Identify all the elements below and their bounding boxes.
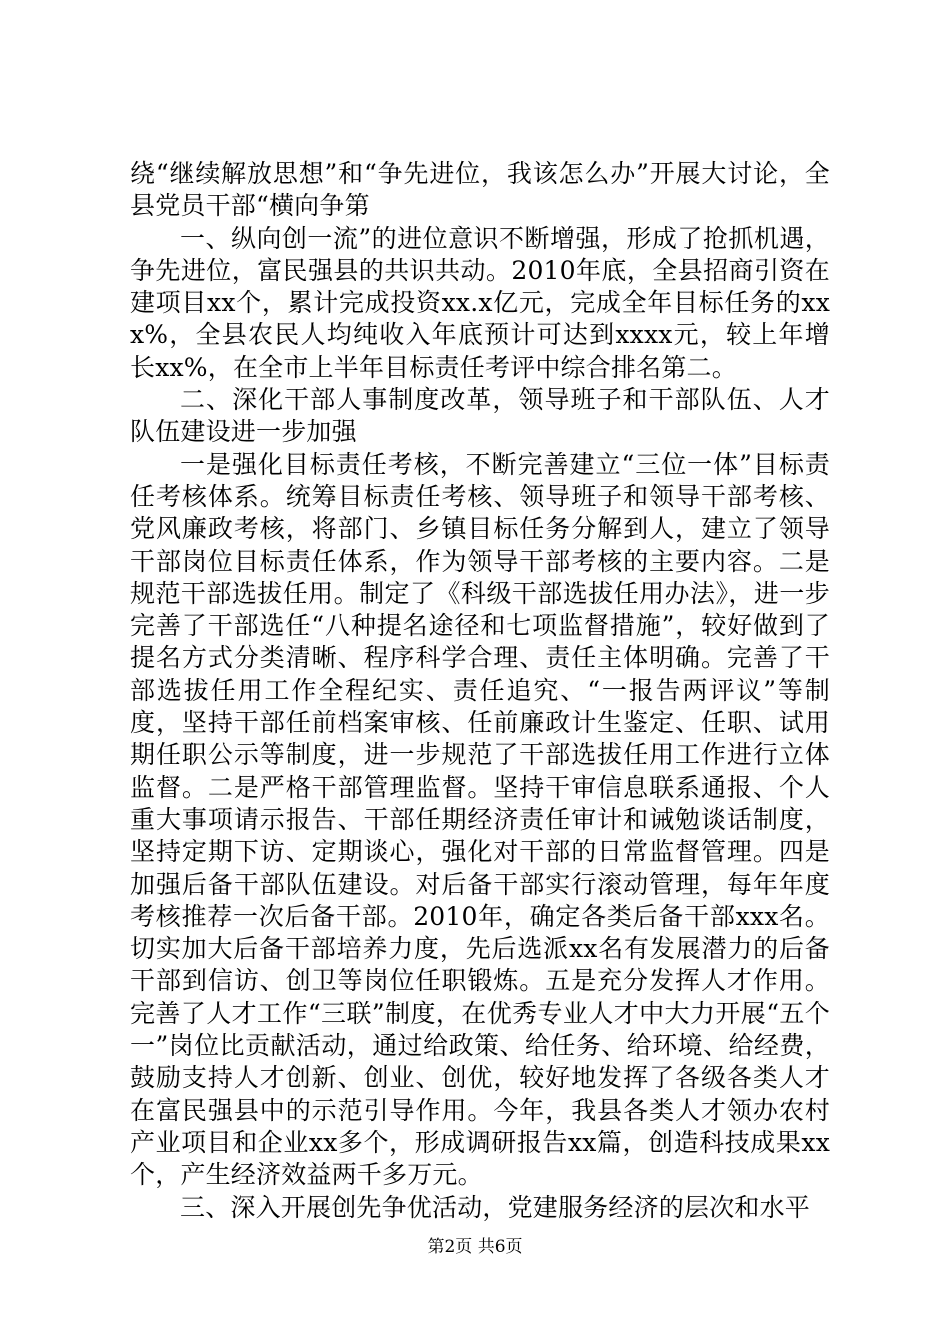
document-body [130,158,830,1224]
paragraph-section-2-body: 一是强化目标责任考核，不断完善建立“三位一体”目标责任考核体系。统筹目标责任考核、领导班子和领导干部考核、党风廉政考核，将部门、乡镇目标任务分解到人，建立了领导干部岗位目标责任体系，作为领导干部考核的主要内容。二是规范干部选拔任用。制定了《科级干部选拔任用办法》，进一步完善了干部选任“八种提名途径和七项监督措施”，较好做到了提名方式分类清晰、程序科学合理、责任主体明确。完善了干部选拔任用工作全程纪实、责任追究、“一报告两评议”等制度，坚持干部任前档案审核、任前廉政计生鉴定、任职、试用期任职公示等制度，进一步规范了干部选拔任用工作进行立体监督。二是严格干部管理监督。坚持干审信息联系通报、个人重大事项请示报告、干部任期经济责任审计和诫勉谈话制度，坚持定期下访、定期谈心，强化对干部的日常监督管理。四是加强后备干部队伍建设。对后备干部实行滚动管理，每年年度考核推荐一次后备干部。2010年，确定各类后备干部xxx名。切实加大后备干部培养力度，先后选派xx名有发展潜力的后备干部到信访、创卫等岗位任职锻炼。五是充分发挥人才作用。完善了人才工作“三联”制度，在优秀专业人才中大力开展“五个一”岗位比贡献活动，通过给政策、给任务、给环境、给经费，鼓励支持人才创新、创业、创优，较好地发挥了各级各类人才在富民强县中的示范引导作用。今年，我县各类人才领办农村产业项目和企业xx多个，形成调研报告xx篇，创造科技成果xx个，产生经济效益两千多万元。 [130,449,830,1190]
paragraph-section-1: 一、纵向创一流”的进位意识不断增强，形成了抢抓机遇，争先进位，富民强县的共识共动。2010年底，全县招商引资在建项目xx个，累计完成投资xx.x亿元，完成全年目标任务的xxx%，全县农民人均纯收入年底预计可达到xxxx元，较上年增长xx%，在全市上半年目标责任考评中综合排名第二。 [130,223,830,382]
paragraph-section-2-heading: 二、深化干部人事制度改革，领导班子和干部队伍、人才队伍建设进一步加强 [130,385,830,447]
paragraph-intro: 绕“继续解放思想”和“争先进位，我该怎么办”开展大讨论，全县党员干部“横向争第 [130,159,830,221]
page-number-footer: 第2页 共6页 [427,1237,523,1257]
paragraph-section-3-heading: 三、深入开展创先争优活动，党建服务经济的层次和水平 [180,1192,811,1222]
